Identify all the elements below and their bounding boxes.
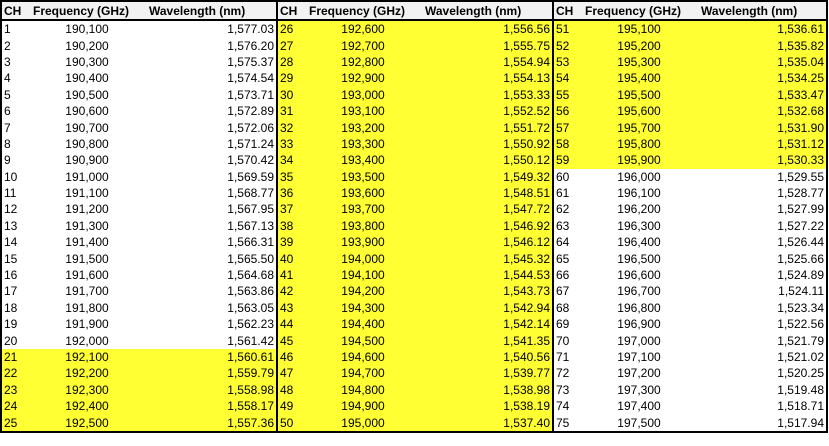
channel-cell: 54 [553, 70, 583, 86]
frequency-cell: 195,300 [583, 54, 695, 70]
channel-cell: 69 [553, 316, 583, 332]
frequency-cell: 195,400 [583, 70, 695, 86]
frequency-cell: 197,100 [583, 349, 695, 365]
frequency-cell: 192,900 [307, 70, 419, 86]
wavelength-cell: 1,567.95 [143, 201, 277, 217]
wavelength-cell: 1,560.61 [143, 349, 277, 365]
frequency-cell: 196,900 [583, 316, 695, 332]
channel-cell: 19 [1, 316, 31, 332]
frequency-cell: 192,000 [31, 332, 143, 348]
wavelength-cell: 1,527.99 [695, 201, 827, 217]
frequency-cell: 192,200 [31, 365, 143, 381]
frequency-cell: 190,900 [31, 152, 143, 168]
wavelength-cell: 1,522.56 [695, 316, 827, 332]
wavelength-cell: 1,558.98 [143, 382, 277, 398]
frequency-cell: 192,400 [31, 398, 143, 414]
channel-cell: 63 [553, 218, 583, 234]
table-row [1, 300, 827, 316]
frequency-cell: 191,000 [31, 169, 143, 185]
wavelength-cell: 1,535.82 [695, 37, 827, 53]
channel-cell: 17 [1, 283, 31, 299]
wavelength-cell: 1,531.90 [695, 119, 827, 135]
header-wavelength: Wavelength (nm) [143, 1, 277, 20]
table-row [1, 185, 827, 201]
channel-cell: 20 [1, 332, 31, 348]
table-row [1, 283, 827, 299]
wavelength-cell: 1,548.51 [419, 185, 553, 201]
channel-cell: 56 [553, 103, 583, 119]
channel-cell: 72 [553, 365, 583, 381]
frequency-cell: 193,900 [307, 234, 419, 250]
channel-cell: 61 [553, 185, 583, 201]
channel-cell: 50 [277, 414, 307, 431]
frequency-cell: 193,800 [307, 218, 419, 234]
wavelength-cell: 1,524.11 [695, 283, 827, 299]
frequency-cell: 195,200 [583, 37, 695, 53]
channel-cell: 2 [1, 37, 31, 53]
frequency-cell: 197,400 [583, 398, 695, 414]
frequency-cell: 195,800 [583, 136, 695, 152]
wavelength-cell: 1,527.22 [695, 218, 827, 234]
channel-cell: 58 [553, 136, 583, 152]
wavelength-cell: 1,565.50 [143, 250, 277, 266]
wavelength-cell: 1,543.73 [419, 283, 553, 299]
channel-cell: 39 [277, 234, 307, 250]
channel-cell: 27 [277, 37, 307, 53]
frequency-cell: 192,700 [307, 37, 419, 53]
channel-cell: 42 [277, 283, 307, 299]
table-row [1, 37, 827, 53]
frequency-cell: 194,900 [307, 398, 419, 414]
frequency-cell: 190,400 [31, 70, 143, 86]
frequency-cell: 190,200 [31, 37, 143, 53]
frequency-cell: 190,700 [31, 119, 143, 135]
channel-cell: 33 [277, 136, 307, 152]
wavelength-cell: 1,552.52 [419, 103, 553, 119]
channel-cell: 29 [277, 70, 307, 86]
frequency-cell: 191,700 [31, 283, 143, 299]
channel-cell: 52 [553, 37, 583, 53]
table-row [1, 250, 827, 266]
wavelength-cell: 1,554.94 [419, 54, 553, 70]
channel-cell: 23 [1, 382, 31, 398]
table-row [1, 136, 827, 152]
frequency-cell: 197,300 [583, 382, 695, 398]
frequency-cell: 197,500 [583, 414, 695, 431]
channel-cell: 15 [1, 250, 31, 266]
wavelength-cell: 1,538.98 [419, 382, 553, 398]
channel-cell: 38 [277, 218, 307, 234]
wavelength-cell: 1,528.77 [695, 185, 827, 201]
channel-cell: 49 [277, 398, 307, 414]
wavelength-cell: 1,523.34 [695, 300, 827, 316]
wavelength-cell: 1,526.44 [695, 234, 827, 250]
table-row [1, 87, 827, 103]
header-ch: CH [553, 1, 583, 20]
frequency-cell: 194,500 [307, 332, 419, 348]
channel-cell: 32 [277, 119, 307, 135]
wavelength-cell: 1,577.03 [143, 20, 277, 37]
channel-cell: 66 [553, 267, 583, 283]
wavelength-cell: 1,564.68 [143, 267, 277, 283]
frequency-cell: 190,800 [31, 136, 143, 152]
wavelength-cell: 1,542.14 [419, 316, 553, 332]
wavelength-cell: 1,559.79 [143, 365, 277, 381]
frequency-cell: 195,000 [307, 414, 419, 431]
channel-cell: 22 [1, 365, 31, 381]
table-row [1, 218, 827, 234]
frequency-cell: 192,500 [31, 414, 143, 431]
wavelength-cell: 1,566.31 [143, 234, 277, 250]
wavelength-cell: 1,519.48 [695, 382, 827, 398]
wavelength-cell: 1,533.47 [695, 87, 827, 103]
channel-cell: 3 [1, 54, 31, 70]
frequency-cell: 191,600 [31, 267, 143, 283]
wavelength-cell: 1,524.89 [695, 267, 827, 283]
header-wavelength: Wavelength (nm) [695, 1, 827, 20]
frequency-cell: 190,100 [31, 20, 143, 37]
frequency-cell: 191,300 [31, 218, 143, 234]
frequency-cell: 191,400 [31, 234, 143, 250]
frequency-cell: 192,800 [307, 54, 419, 70]
table-row [1, 103, 827, 119]
wavelength-cell: 1,517.94 [695, 414, 827, 431]
frequency-cell: 191,100 [31, 185, 143, 201]
table-row [1, 54, 827, 70]
frequency-cell: 196,600 [583, 267, 695, 283]
wavelength-cell: 1,574.54 [143, 70, 277, 86]
table-row [1, 332, 827, 348]
wavelength-cell: 1,549.32 [419, 169, 553, 185]
header-frequency: Frequency (GHz) [583, 1, 695, 20]
header-ch: CH [277, 1, 307, 20]
channel-cell: 4 [1, 70, 31, 86]
wavelength-cell: 1,573.71 [143, 87, 277, 103]
frequency-cell: 193,500 [307, 169, 419, 185]
wavelength-cell: 1,551.72 [419, 119, 553, 135]
frequency-cell: 193,600 [307, 185, 419, 201]
frequency-cell: 195,900 [583, 152, 695, 168]
channel-cell: 28 [277, 54, 307, 70]
wavelength-cell: 1,532.68 [695, 103, 827, 119]
frequency-cell: 196,800 [583, 300, 695, 316]
frequency-cell: 194,400 [307, 316, 419, 332]
frequency-cell: 193,000 [307, 87, 419, 103]
header-row [1, 1, 827, 20]
wavelength-cell: 1,536.61 [695, 20, 827, 37]
frequency-cell: 190,300 [31, 54, 143, 70]
wavelength-cell: 1,575.37 [143, 54, 277, 70]
frequency-cell: 192,100 [31, 349, 143, 365]
table-row [1, 382, 827, 398]
frequency-cell: 196,300 [583, 218, 695, 234]
wavelength-cell: 1,572.06 [143, 119, 277, 135]
channel-cell: 26 [277, 20, 307, 37]
channel-cell: 75 [553, 414, 583, 431]
frequency-cell: 194,600 [307, 349, 419, 365]
frequency-cell: 195,700 [583, 119, 695, 135]
wavelength-cell: 1,569.59 [143, 169, 277, 185]
channel-cell: 8 [1, 136, 31, 152]
table-row [1, 414, 827, 431]
frequency-cell: 193,300 [307, 136, 419, 152]
frequency-cell: 196,200 [583, 201, 695, 217]
wavelength-cell: 1,540.56 [419, 349, 553, 365]
channel-cell: 71 [553, 349, 583, 365]
table-body [1, 20, 827, 432]
frequency-cell: 191,500 [31, 250, 143, 266]
wavelength-cell: 1,556.56 [419, 20, 553, 37]
table-row [1, 152, 827, 168]
table-row [1, 398, 827, 414]
channel-cell: 65 [553, 250, 583, 266]
channel-cell: 40 [277, 250, 307, 266]
channel-cell: 60 [553, 169, 583, 185]
table-row [1, 70, 827, 86]
wavelength-cell: 1,576.20 [143, 37, 277, 53]
table-row [1, 267, 827, 283]
channel-cell: 55 [553, 87, 583, 103]
wavelength-cell: 1,546.12 [419, 234, 553, 250]
frequency-cell: 196,000 [583, 169, 695, 185]
wavelength-cell: 1,520.25 [695, 365, 827, 381]
channel-cell: 9 [1, 152, 31, 168]
frequency-cell: 194,000 [307, 250, 419, 266]
channel-cell: 14 [1, 234, 31, 250]
frequency-cell: 193,100 [307, 103, 419, 119]
frequency-cell: 193,700 [307, 201, 419, 217]
frequency-cell: 195,500 [583, 87, 695, 103]
wavelength-cell: 1,534.25 [695, 70, 827, 86]
wavelength-cell: 1,547.72 [419, 201, 553, 217]
frequency-cell: 194,800 [307, 382, 419, 398]
wavelength-cell: 1,568.77 [143, 185, 277, 201]
frequency-cell: 191,800 [31, 300, 143, 316]
table-row [1, 119, 827, 135]
channel-cell: 5 [1, 87, 31, 103]
frequency-cell: 192,600 [307, 20, 419, 37]
frequency-cell: 196,100 [583, 185, 695, 201]
wavelength-cell: 1,563.86 [143, 283, 277, 299]
wavelength-cell: 1,525.66 [695, 250, 827, 266]
frequency-cell: 193,400 [307, 152, 419, 168]
channel-cell: 41 [277, 267, 307, 283]
header-ch: CH [1, 1, 31, 20]
table-row [1, 201, 827, 217]
table-row [1, 169, 827, 185]
wavelength-cell: 1,529.55 [695, 169, 827, 185]
channel-cell: 74 [553, 398, 583, 414]
wavelength-cell: 1,538.19 [419, 398, 553, 414]
wavelength-cell: 1,571.24 [143, 136, 277, 152]
frequency-cell: 190,600 [31, 103, 143, 119]
wavelength-cell: 1,554.13 [419, 70, 553, 86]
wavelength-cell: 1,542.94 [419, 300, 553, 316]
channel-cell: 43 [277, 300, 307, 316]
channel-cell: 21 [1, 349, 31, 365]
header-frequency: Frequency (GHz) [31, 1, 143, 20]
channel-cell: 7 [1, 119, 31, 135]
wavelength-cell: 1,518.71 [695, 398, 827, 414]
channel-cell: 35 [277, 169, 307, 185]
frequency-cell: 193,200 [307, 119, 419, 135]
channel-cell: 37 [277, 201, 307, 217]
channel-cell: 10 [1, 169, 31, 185]
wavelength-cell: 1,562.23 [143, 316, 277, 332]
channel-cell: 68 [553, 300, 583, 316]
channel-cell: 45 [277, 332, 307, 348]
header-frequency: Frequency (GHz) [307, 1, 419, 20]
wavelength-cell: 1,541.35 [419, 332, 553, 348]
frequency-cell: 196,700 [583, 283, 695, 299]
wavelength-cell: 1,545.32 [419, 250, 553, 266]
channel-cell: 13 [1, 218, 31, 234]
channel-cell: 57 [553, 119, 583, 135]
wavelength-cell: 1,544.53 [419, 267, 553, 283]
frequency-cell: 190,500 [31, 87, 143, 103]
channel-cell: 11 [1, 185, 31, 201]
frequency-cell: 197,000 [583, 332, 695, 348]
table-row [1, 316, 827, 332]
frequency-cell: 195,600 [583, 103, 695, 119]
frequency-cell: 197,200 [583, 365, 695, 381]
channel-cell: 16 [1, 267, 31, 283]
frequency-cell: 195,100 [583, 20, 695, 37]
wavelength-cell: 1,546.92 [419, 218, 553, 234]
wavelength-cell: 1,521.79 [695, 332, 827, 348]
channel-cell: 53 [553, 54, 583, 70]
channel-cell: 24 [1, 398, 31, 414]
channel-cell: 30 [277, 87, 307, 103]
wavelength-cell: 1,530.33 [695, 152, 827, 168]
table-row [1, 349, 827, 365]
wavelength-cell: 1,550.92 [419, 136, 553, 152]
frequency-cell: 191,900 [31, 316, 143, 332]
channel-cell: 6 [1, 103, 31, 119]
channel-cell: 59 [553, 152, 583, 168]
channel-cell: 34 [277, 152, 307, 168]
frequency-cell: 194,300 [307, 300, 419, 316]
channel-cell: 48 [277, 382, 307, 398]
wavelength-cell: 1,531.12 [695, 136, 827, 152]
table-row [1, 20, 827, 37]
wavelength-cell: 1,558.17 [143, 398, 277, 414]
frequency-cell: 191,200 [31, 201, 143, 217]
wavelength-cell: 1,563.05 [143, 300, 277, 316]
wavelength-cell: 1,555.75 [419, 37, 553, 53]
wavelength-cell: 1,537.40 [419, 414, 553, 431]
wavelength-cell: 1,550.12 [419, 152, 553, 168]
channel-cell: 1 [1, 20, 31, 37]
wavelength-cell: 1,557.36 [143, 414, 277, 431]
wavelength-cell: 1,553.33 [419, 87, 553, 103]
wavelength-cell: 1,539.77 [419, 365, 553, 381]
wavelength-cell: 1,572.89 [143, 103, 277, 119]
channel-cell: 36 [277, 185, 307, 201]
wavelength-cell: 1,535.04 [695, 54, 827, 70]
channel-cell: 47 [277, 365, 307, 381]
channel-cell: 67 [553, 283, 583, 299]
channel-cell: 18 [1, 300, 31, 316]
frequency-cell: 196,500 [583, 250, 695, 266]
wavelength-cell: 1,561.42 [143, 332, 277, 348]
wavelength-cell: 1,570.42 [143, 152, 277, 168]
frequency-cell: 196,400 [583, 234, 695, 250]
wavelength-cell: 1,567.13 [143, 218, 277, 234]
channel-cell: 62 [553, 201, 583, 217]
channel-cell: 64 [553, 234, 583, 250]
table-row [1, 365, 827, 381]
channel-cell: 73 [553, 382, 583, 398]
channel-cell: 31 [277, 103, 307, 119]
table-row [1, 234, 827, 250]
channel-cell: 46 [277, 349, 307, 365]
frequency-cell: 194,700 [307, 365, 419, 381]
header-wavelength: Wavelength (nm) [419, 1, 553, 20]
channel-cell: 51 [553, 20, 583, 37]
channel-cell: 44 [277, 316, 307, 332]
frequency-cell: 194,200 [307, 283, 419, 299]
frequency-cell: 194,100 [307, 267, 419, 283]
channel-cell: 12 [1, 201, 31, 217]
channel-cell: 70 [553, 332, 583, 348]
channel-cell: 25 [1, 414, 31, 431]
wavelength-cell: 1,521.02 [695, 349, 827, 365]
frequency-cell: 192,300 [31, 382, 143, 398]
